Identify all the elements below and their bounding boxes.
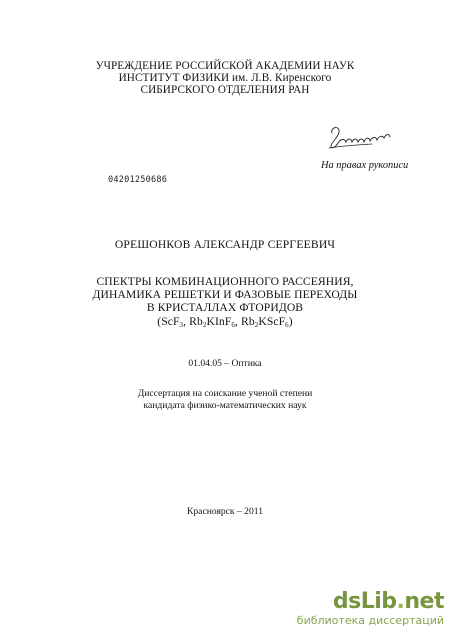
specialty-code: 01.04.05 – Оптика (188, 358, 262, 369)
formula-part: KInF (206, 315, 232, 328)
document-number: 04201250686 (108, 175, 168, 185)
degree-line-1: Диссертация на соискание ученой степени (137, 388, 313, 399)
dslib-logo (297, 591, 444, 613)
formula-part: KScF (258, 315, 286, 328)
formula-part: , Rb (183, 315, 203, 328)
rights-note: На правах рукописи (321, 160, 409, 171)
title-line-1: СПЕКТРЫ КОМБИНАЦИОННОГО РАССЕЯНИЯ, (96, 275, 354, 288)
place-and-year: Красноярск – 2011 (186, 506, 263, 517)
formula-subscript: 2 (202, 321, 207, 329)
formula-subscript: 6 (285, 321, 289, 329)
formula-part: , Rb (235, 315, 255, 328)
watermark-caption: библиотека диссертаций (296, 614, 444, 627)
logo-main-text: dsLib (332, 589, 397, 614)
handwritten-signature (326, 121, 394, 153)
institution-line-3: СИБИРСКОГО ОТДЕЛЕНИЯ РАН (140, 84, 310, 96)
title-line-3: В КРИСТАЛЛАХ ФТОРИДОВ (146, 301, 304, 314)
institution-line-1: УЧРЕЖДЕНИЕ РОССИЙСКОЙ АКАДЕМИИ НАУК (95, 60, 355, 72)
formula-subscript: 3 (179, 321, 184, 329)
logo-tld-text: net (404, 589, 444, 614)
degree-line-2: кандидата физико-математических наук (143, 400, 307, 411)
formula-subscript: 6 (231, 321, 235, 329)
author-name: ОРЕШОНКОВ АЛЕКСАНДР СЕРГЕЕВИЧ (114, 238, 336, 251)
dslib-watermark (297, 591, 444, 626)
title-line-2: ДИНАМИКА РЕШЕТКИ И ФАЗОВЫЕ ПЕРЕХОДЫ (92, 288, 358, 301)
formula-part: ) (288, 315, 293, 328)
title-formula (0, 316, 450, 328)
logo-dot: . (396, 589, 405, 614)
formula-subscript: 2 (254, 321, 259, 329)
institution-line-2: ИНСТИТУТ ФИЗИКИ им. Л.В. Киренского (118, 72, 332, 84)
formula-part: (ScF (157, 315, 180, 328)
